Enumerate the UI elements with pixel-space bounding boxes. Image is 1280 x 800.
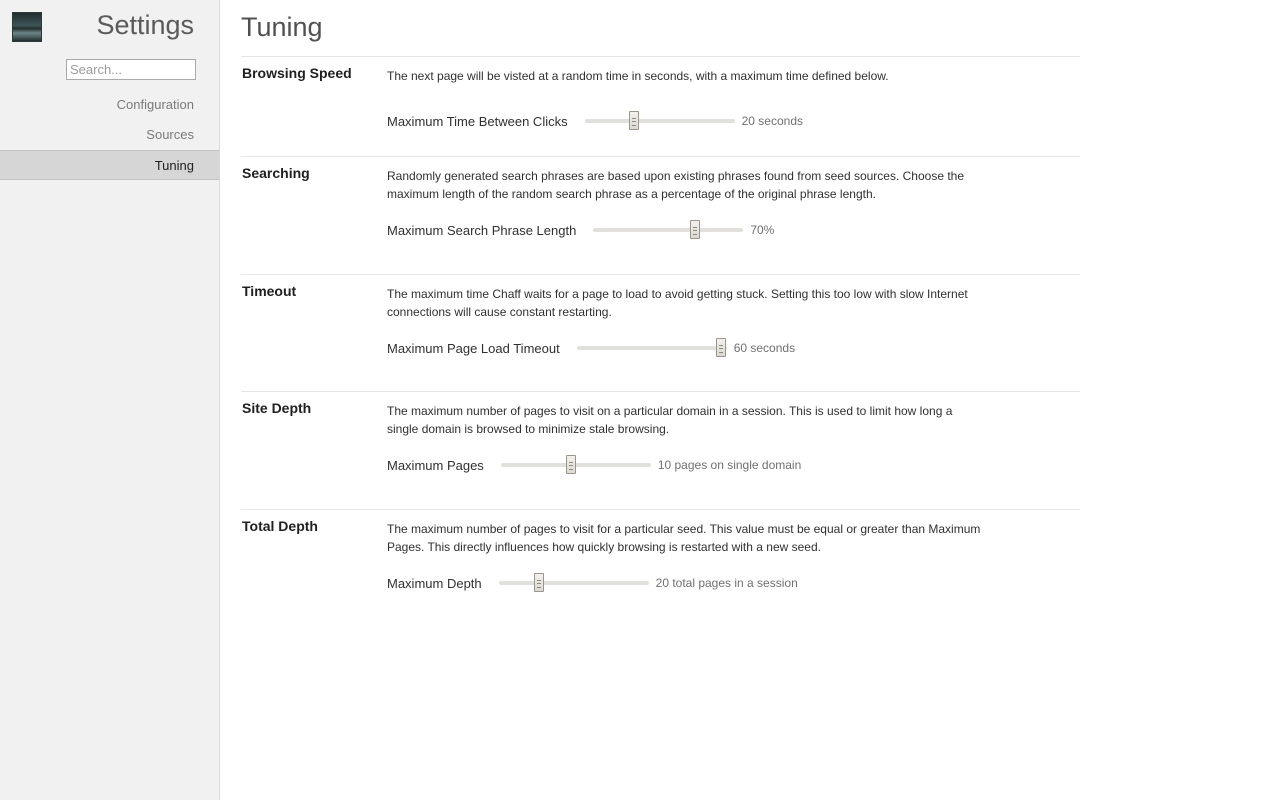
- control-label: Maximum Search Phrase Length: [387, 222, 577, 238]
- section-title: Searching: [242, 165, 310, 181]
- control-label: Maximum Time Between Clicks: [387, 113, 568, 129]
- sidebar-item-tuning[interactable]: Tuning: [0, 150, 219, 180]
- slider-thumb[interactable]: [534, 573, 544, 592]
- max-page-load-timeout-slider[interactable]: [577, 338, 727, 358]
- slider-track[interactable]: [499, 581, 649, 585]
- sidebar: [0, 0, 220, 800]
- grip-icon: [719, 345, 723, 353]
- section-description: Randomly generated search phrases are based upon existing phrases found from seed sources. Choose the maximum length of the random search phrase as a percentage of the original phrase length.: [387, 169, 965, 201]
- control-row: [387, 455, 801, 475]
- section-searching: [241, 156, 1080, 274]
- sidebar-title: Settings: [96, 10, 194, 40]
- slider-thumb[interactable]: [716, 338, 726, 357]
- control-row: [387, 220, 774, 240]
- slider-track[interactable]: [577, 346, 727, 350]
- control-row: [387, 111, 803, 131]
- section-description: The next page will be visted at a random time in seconds, with a maximum time defined below.: [387, 69, 889, 83]
- section-site-depth: [241, 391, 1080, 509]
- max-time-between-clicks-slider[interactable]: [585, 111, 735, 131]
- slider-thumb[interactable]: [629, 111, 639, 130]
- grip-icon: [537, 580, 541, 588]
- slider-value: 10 pages on single domain: [657, 458, 802, 472]
- max-depth-slider[interactable]: [499, 573, 649, 593]
- sidebar-item-sources[interactable]: Sources: [146, 127, 194, 142]
- section-total-depth: [241, 509, 1080, 627]
- max-search-phrase-length-slider[interactable]: [593, 220, 743, 240]
- section-title: Browsing Speed: [242, 65, 352, 81]
- search-input[interactable]: [66, 59, 196, 80]
- slider-track[interactable]: [593, 228, 743, 232]
- section-body: [387, 285, 987, 356]
- grip-icon: [693, 227, 697, 235]
- section-title: Total Depth: [242, 518, 318, 534]
- slider-value: 20 total pages in a session: [655, 576, 798, 590]
- slider-thumb[interactable]: [566, 455, 576, 474]
- section-browsing-speed: [241, 56, 1080, 156]
- control-row: [387, 573, 798, 593]
- section-description: The maximum number of pages to visit for a particular seed. This value must be equal or greater than Maximum Pages. This directly influences how quickly browsing is restarted with a new seed.: [387, 522, 981, 554]
- control-label: Maximum Depth: [387, 575, 482, 591]
- section-title: Site Depth: [242, 400, 312, 416]
- slider-value: 60 seconds: [733, 341, 796, 355]
- sidebar-nav: [0, 90, 219, 180]
- section-body: [387, 67, 987, 129]
- app-logo-icon: [12, 12, 42, 42]
- section-body: [387, 520, 987, 591]
- section-body: [387, 167, 987, 238]
- grip-icon: [569, 462, 573, 470]
- section-body: [387, 402, 987, 473]
- slider-track[interactable]: [585, 119, 735, 123]
- settings-sections: [241, 56, 1080, 627]
- control-row: [387, 338, 795, 358]
- slider-value: 20 seconds: [741, 114, 803, 128]
- grip-icon: [632, 118, 636, 126]
- page-title: Tuning: [241, 12, 323, 42]
- section-timeout: [241, 274, 1080, 391]
- control-label: Maximum Page Load Timeout: [387, 340, 560, 356]
- section-title: Timeout: [242, 283, 297, 299]
- section-description: The maximum number of pages to visit on a particular domain in a session. This is used to limit how long a single domain is browsed to minimize stale browsing.: [387, 404, 953, 436]
- slider-thumb[interactable]: [690, 220, 700, 239]
- sidebar-item-configuration[interactable]: Configuration: [116, 97, 194, 112]
- control-label: Maximum Pages: [387, 457, 484, 473]
- max-pages-slider[interactable]: [501, 455, 651, 475]
- slider-value: 70%: [750, 223, 775, 237]
- section-description: The maximum time Chaff waits for a page to load to avoid getting stuck. Setting this too low with slow Internet connections will cause constant restarting.: [387, 287, 968, 319]
